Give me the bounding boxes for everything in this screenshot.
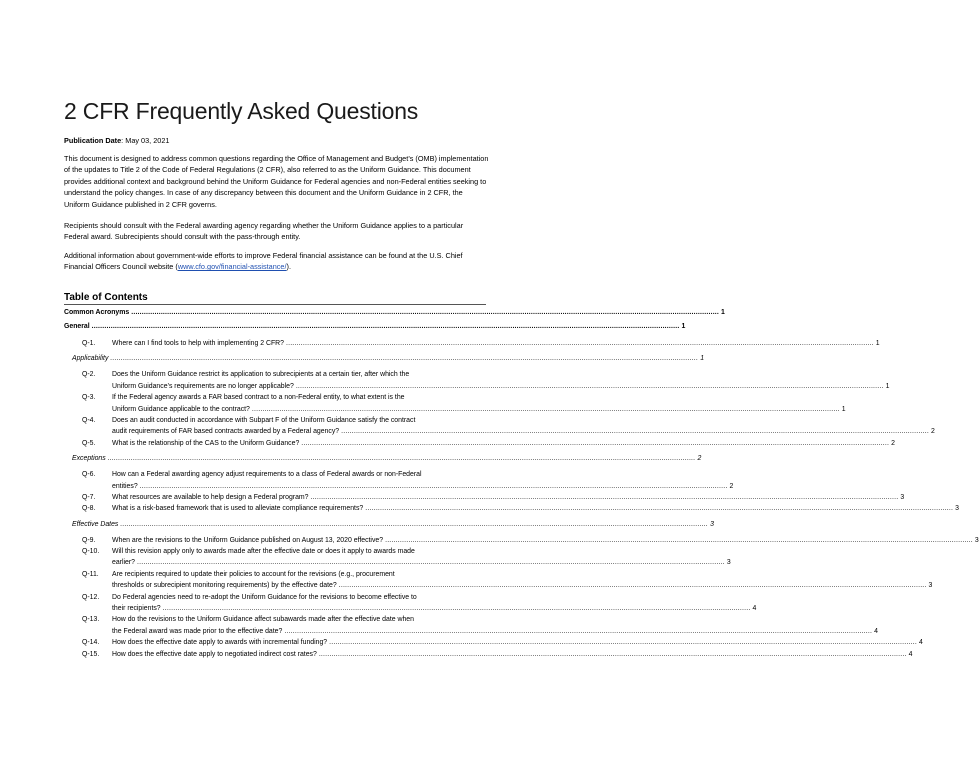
toc-question-text: Where can I find tools to help with implementing 2 CFR? [112,340,284,347]
toc-leader-dots [329,639,917,646]
toc-question-entry[interactable] [64,340,880,351]
toc-question-number: Q-7. [82,493,96,501]
toc-leader-dots [110,355,698,362]
toc-question-text: audit requirements of FAR based contracts awarded by a Federal agency? [112,428,340,436]
toc-question-text: their recipients? [112,605,161,613]
toc-page-number: 2 [697,455,702,463]
toc-page-number: 3 [726,559,731,567]
toc-leader-dots [296,383,884,390]
toc-page-number: 3 [900,493,905,501]
toc-question-body [112,494,904,505]
toc-question-text: thresholds or subrecipient monitoring requirements) by the effective date? [112,582,337,590]
document-title: 2 CFR Frequently Asked Questions [64,98,419,124]
toc-question-text: Uniform Guidance applicable to the contract? [112,405,250,413]
toc-question-text: What resources are available to help design a Federal program? [112,493,309,501]
toc-question-body [112,505,959,516]
toc-question-entry[interactable] [64,439,895,451]
toc-spacer [64,662,486,666]
toc-question-number: Q-6. [82,471,96,479]
toc-question-entry[interactable] [64,493,905,505]
toc-page-number: 3 [955,505,959,513]
toc-question-entry[interactable] [64,536,979,548]
toc-question-last-line [112,406,846,417]
toc-question-entry[interactable] [64,371,890,394]
toc-question-body [112,594,756,617]
toc-entry-label: Applicability [72,355,109,363]
toc-question-text: When are the revisions to the Uniform Guidance published on August 13, 2020 effective? [112,536,384,544]
toc-question-body [112,651,912,662]
toc-leader-dots [339,582,927,589]
toc-question-entry[interactable] [64,650,913,662]
toc-page-number: 2 [891,439,895,447]
toc-page-number: 2 [729,482,734,490]
toc-question-text: What is the relationship of the CAS to the Uniform Guidance? [112,439,300,447]
additional-info-text: Additional information about government-wide efforts to improve Federal financial assistance can be found at the U.S. Chief Financial Officers Council website ( [64,251,463,272]
additional-info-end: ). [286,262,291,272]
toc-leader-dots [284,628,872,635]
publication-date-separator: : [121,136,126,145]
toc-item-common-acronyms[interactable] [64,309,725,323]
publication-date-value: May 03, 2021 [125,136,170,145]
toc-question-last-line [112,628,878,639]
table-of-contents [64,309,979,666]
toc-question-number: Q-12. [82,593,100,601]
toc-question-text-line: Does the Uniform Guidance restrict its application to subrecipients at a certain tier, after which the [112,371,410,379]
toc-question-text-line: How do the revisions to the Uniform Guidance affect subawards made after the effective date when [112,616,414,624]
toc-question-entry[interactable] [64,616,878,639]
toc-question-entry[interactable] [64,394,846,417]
toc-question-text: Uniform Guidance’s requirements are no longer applicable? [112,382,294,390]
toc-leader-dots [341,428,929,435]
toc-question-last-line [112,537,979,548]
toc-question-last-line [112,605,756,616]
toc-question-number: Q-13. [82,616,100,624]
toc-question-last-line [112,383,889,394]
toc-question-entry[interactable] [64,471,734,494]
toc-question-text: entities? [112,482,138,490]
toc-question-text: How does the effective date apply to negotiated indirect cost rates? [112,650,317,658]
toc-question-number: Q-9. [82,536,96,544]
toc-question-body [112,371,889,394]
toc-question-body [112,417,935,440]
toc-leader-dots [120,521,708,528]
toc-question-body [112,548,731,571]
toc-question-text-line: If the Federal agency awards a FAR based contract to a non-Federal entity, to what extent is the [112,394,405,402]
toc-entry-label: Exceptions [72,455,106,463]
toc-page-number: 1 [841,405,846,413]
toc-leader-dots [311,494,899,501]
toc-question-number: Q-2. [82,371,96,379]
toc-question-entry[interactable] [64,505,959,516]
toc-question-last-line [112,494,904,505]
toc-heading: Table of Contents [64,292,148,303]
toc-page-number: 4 [918,639,923,647]
toc-page-number: 3 [974,536,979,544]
toc-question-number: Q-11. [82,570,99,578]
toc-leader-dots [301,440,889,447]
cfo-website-link[interactable]: www.cfo.gov/financial-assistance/ [177,262,287,272]
toc-question-last-line [112,639,923,650]
toc-leader-dots [108,455,696,462]
toc-section-applicability[interactable] [64,355,705,367]
toc-question-number: Q-15. [82,650,100,658]
toc-page-number: 3 [710,520,715,528]
toc-page-number: 1 [700,355,705,363]
toc-item-general[interactable] [64,322,686,337]
toc-question-entry[interactable] [64,416,935,440]
toc-question-last-line [112,582,932,593]
intro-paragraph: This document is designed to address common questions regarding the Office of Management and Budget’s (OMB) implementation of the updates to Title 2 of the Code of Federal Regulations (2 CFR), also referred to as the Uniform Guidance. This document provides additional context and background behind the Uniform Guidance for Federal agencies and non-Federal entities seeking to understand the policy changes. In case of any discrepancy between this document and the Uniform Guidance in 2 CFR, the Uniform Guidance published in 2 CFR governs. [64,154,489,209]
toc-question-number: Q-5. [82,439,96,447]
toc-leader-dots [92,323,680,330]
toc-question-text-line: Does an audit conducted in accordance with Subpart F of the Uniform Guidance satisfy the contract [112,416,416,424]
toc-entry-label: Common Acronyms [64,309,130,316]
toc-question-number: Q-8. [82,505,96,513]
additional-info-paragraph [64,250,489,273]
toc-question-entry[interactable] [64,639,923,650]
toc-question-body [112,471,733,494]
toc-leader-dots [286,340,874,347]
toc-question-body [112,639,923,650]
toc-leader-dots [385,537,973,544]
toc-question-last-line [112,483,733,494]
toc-question-body [112,340,880,351]
toc-page-number: 2 [930,428,935,436]
toc-page-number: 3 [928,582,933,590]
toc-question-entry[interactable] [64,593,757,617]
toc-page-number: 1 [721,309,725,316]
toc-question-text: How does the effective date apply to awards with incremental funding? [112,639,328,647]
toc-page-number: 1 [885,382,890,390]
toc-leader-dots [137,559,725,566]
toc-question-body [112,394,846,417]
toc-entry-label: General [64,322,90,330]
toc-question-text-line: Are recipients required to update their policies to account for the revisions (e.g., procurement [112,570,395,578]
toc-question-number: Q-3. [82,394,96,402]
toc-question-text-line: How can a Federal awarding agency adjust requirements to a class of Federal awards or non-Federal [112,471,422,479]
toc-question-body [112,537,979,548]
toc-leader-dots [319,651,907,658]
toc-question-text-line: Do Federal agencies need to re-adopt the Uniform Guidance for the revisions to become effective to [112,593,417,601]
toc-leader-dots [365,505,953,512]
toc-divider [64,304,486,305]
toc-leader-dots [140,483,728,490]
toc-question-last-line [112,651,912,662]
toc-question-last-line [112,340,880,351]
toc-entry-label: Effective Dates [72,520,119,528]
toc-question-last-line [112,559,731,570]
toc-question-text-line: Will this revision apply only to awards made after the effective date or does it apply to awards made [112,548,415,556]
toc-question-number: Q-1. [82,340,96,347]
toc-page-number: 1 [875,340,880,347]
toc-section-exceptions[interactable] [64,455,702,467]
toc-question-number: Q-14. [82,639,100,647]
toc-question-last-line [112,505,959,516]
toc-page-number: 1 [681,322,686,330]
toc-question-text: What is a risk-based framework that is used to alleviate compliance requirements? [112,505,364,513]
toc-question-entry[interactable] [64,548,731,571]
publication-date [64,136,169,145]
toc-question-body [112,571,932,594]
publication-date-label: Publication Date [64,136,122,145]
toc-question-last-line [112,428,935,439]
recipients-paragraph: Recipients should consult with the Federal awarding agency regarding whether the Uniform Guidance applies to a particular Federal award. Subrecipients should consult with the pass-through entity. [64,221,464,242]
toc-leader-dots [252,406,840,413]
toc-section-effective-dates[interactable] [64,520,715,533]
toc-question-last-line [112,440,895,451]
toc-question-entry[interactable] [64,570,933,594]
toc-question-text: the Federal award was made prior to the effective date? [112,627,283,635]
toc-page-number: 4 [908,650,913,658]
toc-leader-dots [163,605,751,612]
toc-question-body [112,616,878,639]
toc-leader-dots [131,309,719,316]
toc-question-text: earlier? [112,559,135,567]
toc-question-body [112,440,895,451]
toc-question-number: Q-10. [82,548,100,556]
toc-page-number: 4 [752,605,757,613]
toc-page-number: 4 [874,627,878,635]
toc-question-number: Q-4. [82,416,96,424]
